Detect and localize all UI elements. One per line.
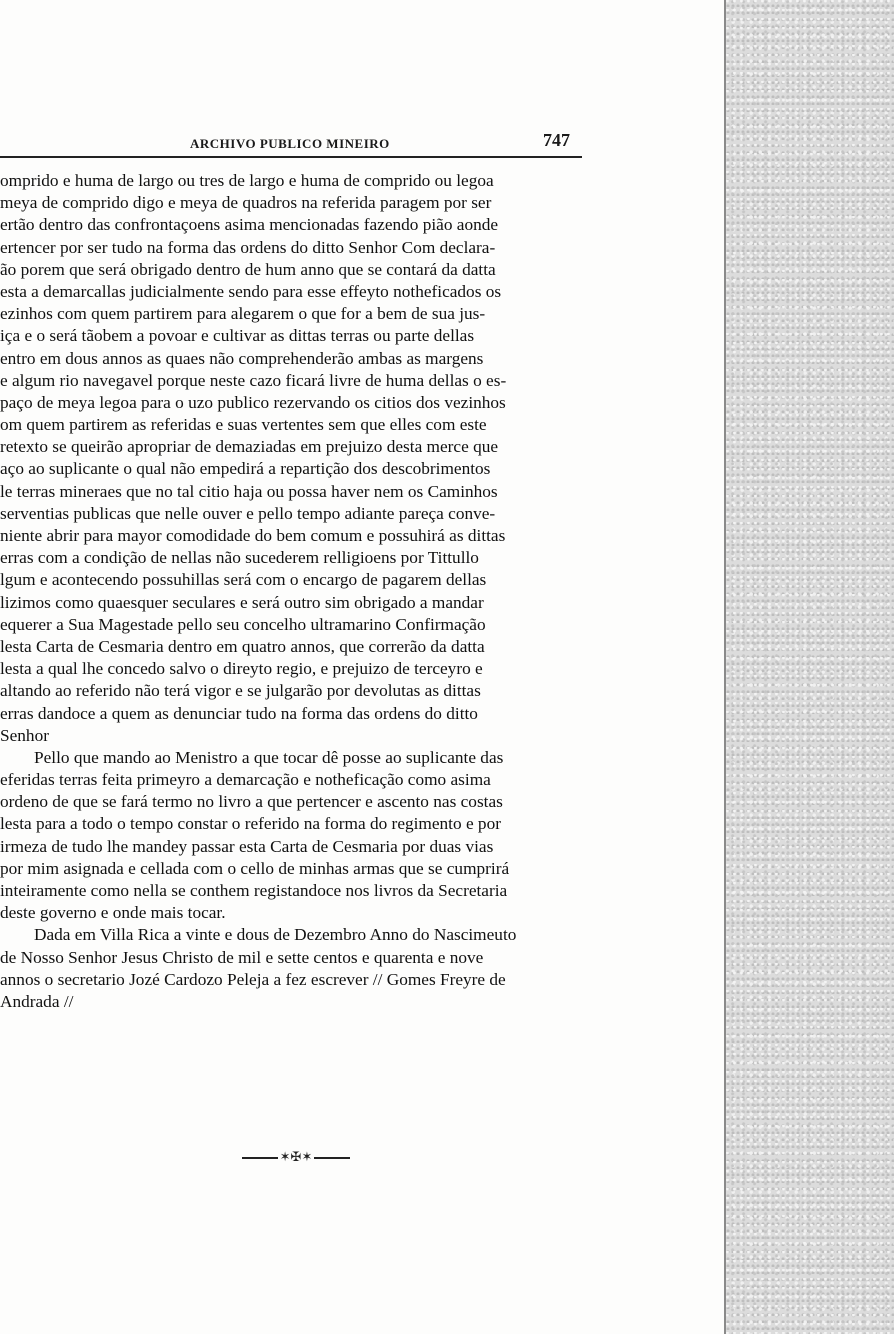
text-line: serventias publicas que nelle ouver e pello tempo adiante pareça conve- <box>0 503 496 523</box>
page-number: 747 <box>543 130 570 150</box>
text-line: eferidas terras feita primeyro a demarcação e notheficação como asima <box>0 770 491 790</box>
header-rule <box>0 156 582 158</box>
ornament-glyph: ✶✠✶ <box>279 1150 313 1165</box>
text-line: ezinhos com quem partirem para alegarem o que for a bem de sua jus- <box>0 304 486 324</box>
text-line: deste governo e onde mais tocar. <box>0 903 226 923</box>
running-title: ARCHIVO PUBLICO MINEIRO <box>190 136 390 151</box>
text-line: omprido e huma de largo ou tres de largo e huma de comprido ou legoa <box>0 171 494 190</box>
text-line: iça e o será tãobem a povoar e cultivar as dittas terras ou parte dellas <box>0 326 475 346</box>
text-line: om quem partirem as referidas e suas vertentes sem que elles com este <box>0 415 487 435</box>
text-line: Pello que mando ao Menistro a que tocar dê posse ao suplicante das <box>34 747 504 767</box>
text-line: de Nosso Senhor Jesus Christo de mil e sette centos e quarenta e nove <box>0 947 484 967</box>
text-line: erras dandoce a quem as denunciar tudo na forma das ordens do ditto <box>0 703 478 723</box>
text-line: paço de meya legoa para o uzo publico rezervando os citios dos vezinhos <box>0 392 506 412</box>
text-line: annos o secretario Jozé Cardozo Peleja a fez escrever // Gomes Freyre de <box>0 969 506 989</box>
text-line: ão porem que será obrigado dentro de hum anno que se contará da datta <box>0 259 496 279</box>
text-line: Dada em Villa Rica a vinte e dous de Dezembro Anno do Nascimeuto <box>34 925 517 945</box>
text-line: lizimos como quaesquer seculares e será outro sim obrigado a mandar <box>0 592 484 612</box>
text-line: erras com a condição de nellas não sucederem relligioens por Tittullo <box>0 548 479 568</box>
text-line: ordeno de que se fará termo no livro a que pertencer e ascento nas costas <box>0 792 503 812</box>
text-line: lesta a qual lhe concedo salvo o direyto regio, e prejuizo de terceyro e <box>0 659 483 679</box>
text-line: Andrada // <box>0 991 74 1011</box>
text-line: Senhor <box>0 725 49 745</box>
text-line: e algum rio navegavel porque neste cazo ficará livre de huma dellas o es- <box>0 370 507 390</box>
text-line: aço ao suplicante o qual não empedirá a repartição dos descobrimentos <box>0 459 491 479</box>
text-line: irmeza de tudo lhe mandey passar esta Carta de Cesmaria por duas vias <box>0 836 494 856</box>
text-line: altando ao referido não terá vigor e se julgarão por devolutas as dittas <box>0 681 481 701</box>
text-line: ertão dentro das confrontaçoens asima mencionadas fazendo pião aonde <box>0 215 499 235</box>
text-line: entro em dous annos as quaes não comprehenderão ambas as margens <box>0 348 484 368</box>
section-ornament <box>230 1150 362 1165</box>
text-line: lesta para a todo o tempo constar o referido na forma do regimento e por <box>0 814 501 834</box>
text-line: lgum e acontecendo possuhillas será com o encargo de pagarem dellas <box>0 570 487 590</box>
text-line: niente abrir para mayor comodidade do bem comum e possuhirá as dittas <box>0 526 506 545</box>
text-line: esta a demarcallas judicialmente sendo para esse effeyto notheficados os <box>0 281 502 301</box>
text-line: ertencer por ser tudo na forma das ordens do ditto Senhor Com declara- <box>0 237 496 257</box>
text-line: por mim asignada e cellada com o cello de minhas armas que se cumprirá <box>0 858 510 878</box>
text-line: le terras mineraes que no tal citio haja ou possa haver nem os Caminhos <box>0 481 498 501</box>
ornament-rule-left <box>242 1157 278 1159</box>
text-line: inteiramente como nella se conthem registandoce nos livros da Secretaria <box>0 881 508 900</box>
scan-edge-margin <box>724 0 894 1334</box>
text-line: retexto se queirão apropriar de demaziadas em prejuizo desta merce que <box>0 437 499 457</box>
ornament-rule-right <box>314 1157 350 1159</box>
text-line: equerer a Sua Magestade pello seu concelho ultramarino Confirmação <box>0 614 486 634</box>
body-text <box>0 170 590 1013</box>
text-line: lesta Carta de Cesmaria dentro em quatro annos, que correrão da datta <box>0 636 485 656</box>
text-line: meya de comprido digo e meya de quadros na referida paragem por ser <box>0 193 492 213</box>
